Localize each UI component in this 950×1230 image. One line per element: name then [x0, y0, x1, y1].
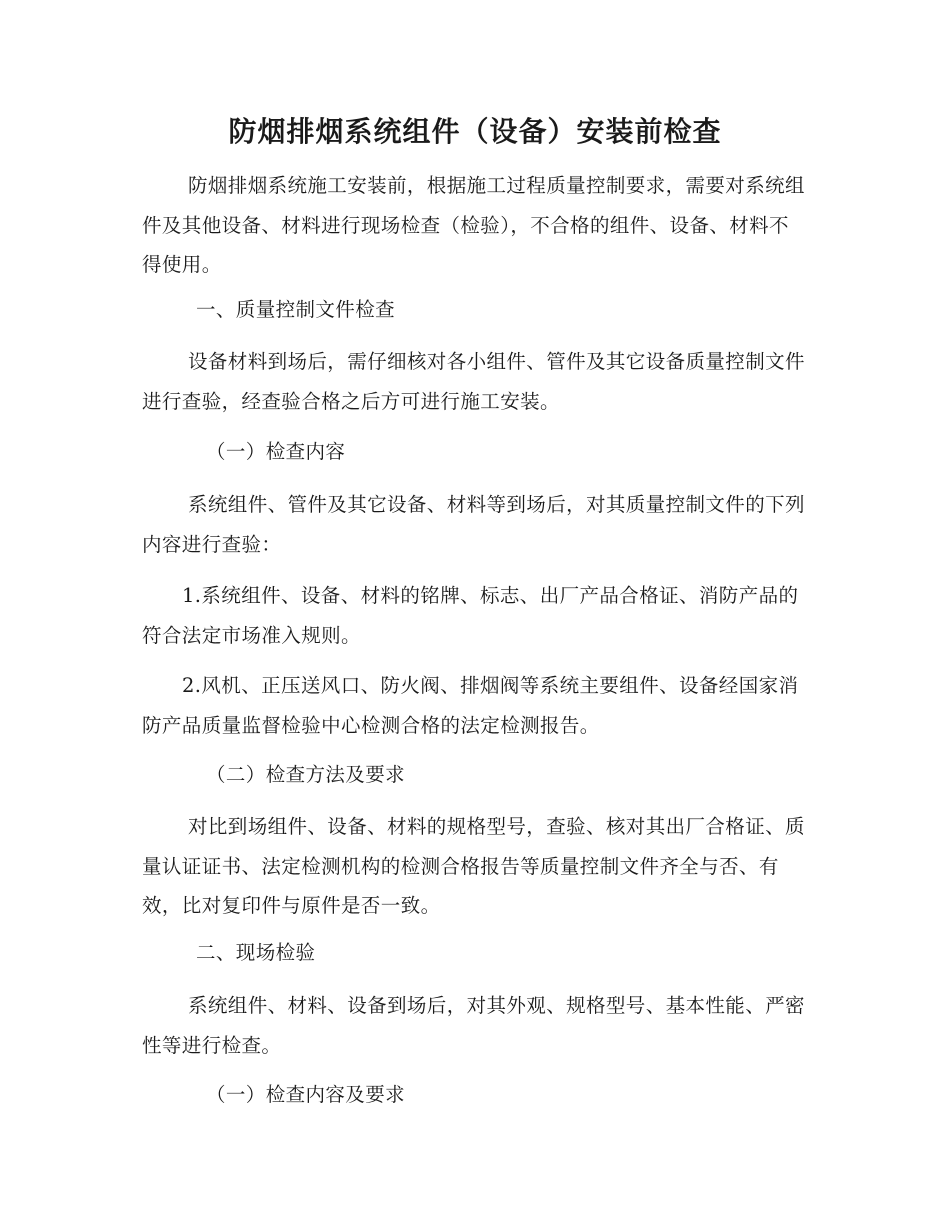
list-item-2: 2.风机、正压送风口、防火阀、排烟阀等系统主要组件、设备经国家消防产品质量监督检验中心检测合格的法定检测报告。	[142, 674, 799, 737]
document-title: 防烟排烟系统组件（设备）安装前检查	[228, 115, 722, 148]
list-item-1: 1.系统组件、设备、材料的铭牌、标志、出厂产品合格证、消防产品的符合法定市场准入规则。	[142, 584, 799, 647]
section-1-paragraph: 设备材料到场后，需仔细核对各小组件、管件及其它设备质量控制文件进行查验，经查验合格之后方可进行施工安装。	[142, 350, 805, 413]
section-1-sub-1-paragraph: 系统组件、管件及其它设备、材料等到场后，对其质量控制文件的下列内容进行查验：	[142, 493, 805, 556]
section-1-sub-2-heading: （二）检查方法及要求	[206, 763, 406, 786]
intro-paragraph: 防烟排烟系统施工安装前，根据施工过程质量控制要求，需要对系统组件及其他设备、材料进行现场检查（检验），不合格的组件、设备、材料不得使用。	[142, 174, 805, 276]
section-1-heading: 一、质量控制文件检查	[196, 298, 396, 321]
section-2-paragraph: 系统组件、材料、设备到场后，对其外观、规格型号、基本性能、严密性等进行检查。	[142, 994, 805, 1057]
section-1-sub-1-heading: （一）检查内容	[206, 440, 346, 463]
section-2-heading: 二、现场检验	[196, 941, 316, 964]
section-2-sub-1-heading: （一）检查内容及要求	[206, 1083, 406, 1106]
section-1-sub-2-paragraph: 对比到场组件、设备、材料的规格型号，查验、核对其出厂合格证、质量认证证书、法定检测机构的检测合格报告等质量控制文件齐全与否、有效，比对复印件与原件是否一致。	[142, 815, 805, 917]
